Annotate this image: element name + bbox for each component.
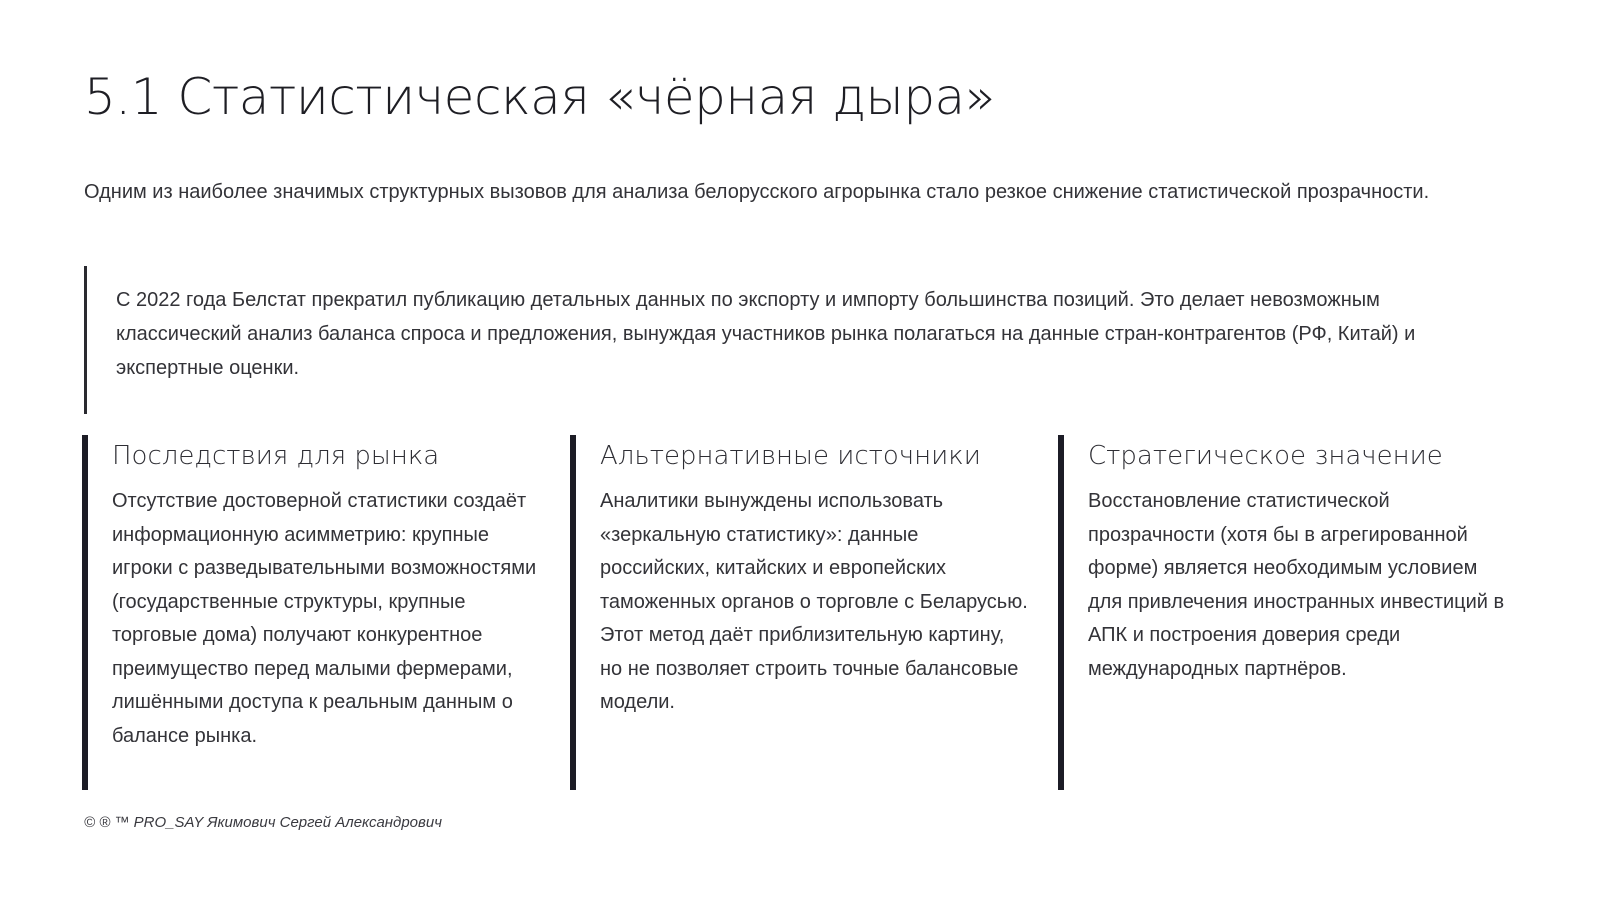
intro-paragraph: Одним из наиболее значимых структурных вызовов для анализа белорусского агрорынка стало резкое снижение статистической прозрачности. — [84, 181, 1430, 203]
column-strategic-importance — [1058, 435, 1510, 790]
column-body: Аналитики вынуждены использовать «зеркальную статистику»: данные российских, китайских и европейских таможенных органов о торговле с Беларусью. Этот метод даёт приблизительную картину, но не позволяет строить точные балансовые модели. — [600, 490, 1028, 713]
columns-section — [84, 435, 1524, 790]
column-body: Восстановление статистической прозрачности (хотя бы в агрегированной форме) является необходимым условием для привлечения иностранных инвестиций в АПК и построения доверия среди международных партнёров. — [1088, 490, 1505, 680]
column-heading: Альтернативные источники — [600, 441, 981, 471]
column-body: Отсутствие достоверной статистики создаёт информационную асимметрию: крупные игроки с разведывательными возможностями (государственные структуры, крупные торговые дома) получают конкурентное преимущество перед малыми фермерами, лишёнными доступа к реальным данным о балансе рынка. — [112, 490, 537, 747]
copyright-footer: © ® ™ PRO_SAY Якимович Сергей Александрович — [84, 814, 442, 831]
blockquote — [84, 266, 1514, 414]
blockquote-text: С 2022 года Белстат прекратил публикацию детальных данных по экспорту и импорту большинства позиций. Это делает невозможным классический анализ баланса спроса и предложения, вынуждая участников рынка полагаться на данные стран-контрагентов (РФ, Китай) и экспертные оценки. — [116, 289, 1416, 379]
column-market-consequences — [82, 435, 537, 790]
column-alternative-sources — [570, 435, 1028, 790]
slide — [84, 0, 1524, 902]
page-title: 5.1 Статистическая «чёрная дыра» — [84, 68, 995, 126]
column-heading: Последствия для рынка — [112, 441, 440, 471]
column-heading: Стратегическое значение — [1088, 441, 1443, 471]
